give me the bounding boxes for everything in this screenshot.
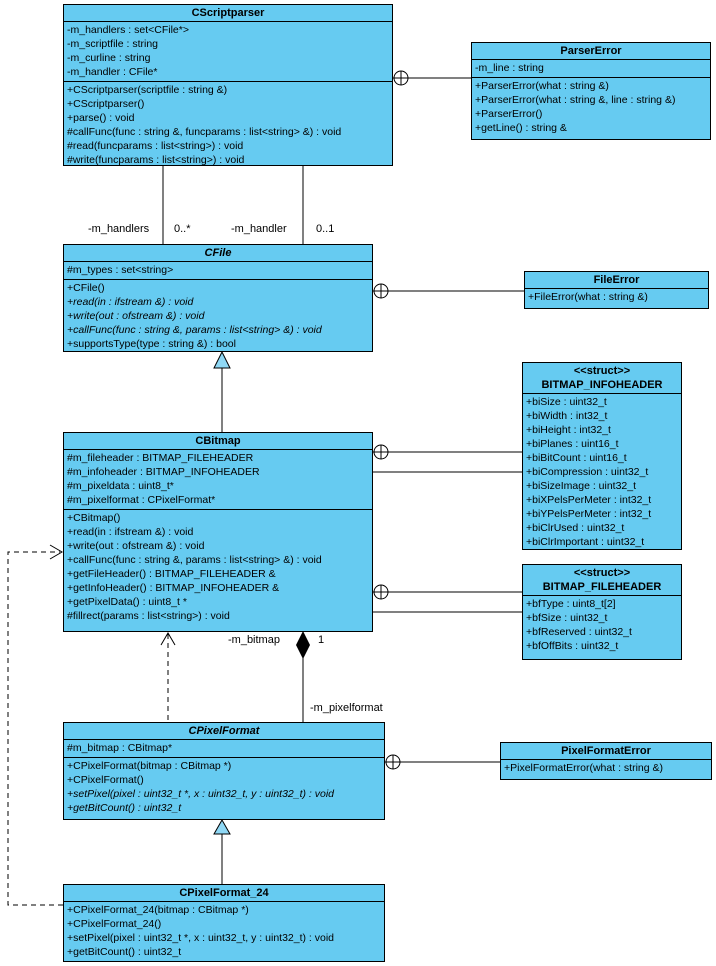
attribute: +bfReserved : uint32_t xyxy=(526,626,632,638)
abstract-method: +callFunc(func : string &, params : list<string> &) : void xyxy=(67,324,322,336)
abstract-method: +setPixel(pixel : uint32_t *, x : uint32_t, y : uint32_t) : void xyxy=(67,788,335,800)
methods-compartment xyxy=(472,77,710,139)
class-title-cpixelformat: CPixelFormat xyxy=(188,725,260,737)
method: +CPixelFormat_24() xyxy=(67,918,162,930)
method: +CPixelFormat(bitmap : CBitmap *) xyxy=(67,760,232,772)
abstract-method: +read(in : ifstream &) : void xyxy=(67,296,194,308)
dependency-cpixelformat-cbitmap[interactable] xyxy=(161,633,175,722)
class-title-pixelformaterror: PixelFormatError xyxy=(561,745,651,757)
method: +parse() : void xyxy=(67,112,135,124)
class-title-cbitmap: CBitmap xyxy=(195,435,241,447)
attribute: +biPlanes : uint16_t xyxy=(526,438,619,450)
attribute: -m_scriptfile : string xyxy=(67,38,159,50)
class-title-cscriptparser: CScriptparser xyxy=(191,7,265,19)
containment-cpixelformat-pixelformaterror[interactable] xyxy=(385,755,500,769)
attribute: +biSizeImage : uint32_t xyxy=(526,480,637,492)
multiplicity-label-1: 1 xyxy=(318,634,325,646)
attribute: +biClrUsed : uint32_t xyxy=(526,522,625,534)
inheritance-cpixelformat24-cpixelformat[interactable] xyxy=(214,820,230,884)
class-parsererror[interactable] xyxy=(471,42,711,140)
stereotype-label: <<struct>> xyxy=(573,567,631,579)
method: +CPixelFormat() xyxy=(67,774,144,786)
role-label-m-pixelformat: -m_pixelformat xyxy=(310,702,383,714)
methods-compartment xyxy=(501,759,711,779)
method: #fillrect(params : list<string>) : void xyxy=(67,610,230,622)
method: +CPixelFormat_24(bitmap : CBitmap *) xyxy=(67,904,249,916)
class-fileerror[interactable] xyxy=(524,271,709,309)
attribute: -m_handler : CFile* xyxy=(67,66,158,78)
multiplicity-label-0-1: 0..1 xyxy=(316,223,335,235)
class-cscriptparser[interactable] xyxy=(63,4,393,166)
class-cbitmap[interactable] xyxy=(63,432,373,632)
attribute: #m_pixelformat : CPixelFormat* xyxy=(67,494,216,506)
class-title-bitmap-infoheader: BITMAP_INFOHEADER xyxy=(541,379,663,391)
attributes-compartment xyxy=(64,449,372,509)
method: +setPixel(pixel : uint32_t *, x : uint32_t, y : uint32_t) : void xyxy=(67,932,335,944)
abstract-method: +write(out : ofstream &) : void xyxy=(67,310,205,322)
attribute: +biCompression : uint32_t xyxy=(526,466,649,478)
class-pixelformaterror[interactable] xyxy=(500,742,712,780)
attribute: +biClrImportant : uint32_t xyxy=(526,536,645,548)
attribute: #m_bitmap : CBitmap* xyxy=(67,742,173,754)
inheritance-cbitmap-cfile[interactable] xyxy=(214,352,230,432)
methods-compartment xyxy=(64,81,392,169)
dependency-cpixelformat24-cbitmap[interactable] xyxy=(8,545,63,905)
attributes-compartment xyxy=(523,393,681,551)
method: +ParserError(what : string &, line : string &) xyxy=(475,94,676,106)
struct-bitmap-fileheader[interactable] xyxy=(522,564,682,660)
attribute: +bfOffBits : uint32_t xyxy=(526,640,619,652)
method: +FileError(what : string &) xyxy=(528,291,648,303)
method: +getInfoHeader() : BITMAP_INFOHEADER & xyxy=(67,582,280,594)
method: +getLine() : string & xyxy=(475,122,567,134)
method: +CScriptparser() xyxy=(67,98,145,110)
attribute: +biSize : uint32_t xyxy=(526,396,607,408)
method: +CScriptparser(scriptfile : string &) xyxy=(67,84,228,96)
attribute: #m_types : set<string> xyxy=(67,264,174,276)
method: #callFunc(func : string &, funcparams : list<string> &) : void xyxy=(67,126,342,138)
role-label-m-bitmap: -m_bitmap xyxy=(228,634,280,646)
role-label-m-handlers: -m_handlers xyxy=(88,223,150,235)
method: +CFile() xyxy=(67,282,105,294)
attribute: #m_pixeldata : uint8_t* xyxy=(67,480,174,492)
attribute: +biBitCount : uint16_t xyxy=(526,452,627,464)
class-cpixelformat[interactable] xyxy=(63,722,385,820)
method: +write(out : ofstream &) : void xyxy=(67,540,205,552)
attribute: -m_curline : string xyxy=(67,52,151,64)
method: +getPixelData() : uint8_t * xyxy=(67,596,187,608)
class-title-fileerror: FileError xyxy=(593,274,640,286)
methods-compartment xyxy=(64,901,384,961)
role-label-m-handler: -m_handler xyxy=(231,223,287,235)
composition-cbitmap-cpixelformat[interactable] xyxy=(296,631,310,722)
abstract-method: +getBitCount() : uint32_t xyxy=(67,802,182,814)
attribute: +biWidth : int32_t xyxy=(526,410,608,422)
attribute: +bfType : uint8_t[2] xyxy=(526,598,616,610)
stereotype-label: <<struct>> xyxy=(573,365,631,377)
attributes-compartment xyxy=(523,595,681,659)
attribute: #m_infoheader : BITMAP_INFOHEADER xyxy=(67,466,260,478)
method: +ParserError() xyxy=(475,108,543,120)
attributes-compartment xyxy=(64,21,392,81)
attribute: -m_line : string xyxy=(475,62,544,74)
method: +ParserError(what : string &) xyxy=(475,80,609,92)
method: +getBitCount() : uint32_t xyxy=(67,946,182,958)
method: #read(funcparams : list<string>) : void xyxy=(67,140,244,152)
attributes-compartment xyxy=(64,261,372,279)
containment-cfile-fileerror[interactable] xyxy=(373,284,524,298)
methods-compartment xyxy=(64,757,384,819)
attribute: +biXPelsPerMeter : int32_t xyxy=(526,494,652,506)
attributes-compartment xyxy=(472,59,710,77)
attribute: +biYPelsPerMeter : int32_t xyxy=(526,508,652,520)
method: +getFileHeader() : BITMAP_FILEHEADER & xyxy=(67,568,276,580)
method: +PixelFormatError(what : string &) xyxy=(504,762,663,774)
containment-cscriptparser-parsererror[interactable] xyxy=(393,71,471,85)
class-title-bitmap-fileheader: BITMAP_FILEHEADER xyxy=(542,581,662,593)
method: #write(funcparams : list<string>) : void xyxy=(67,154,245,166)
method: +supportsType(type : string &) : bool xyxy=(67,338,236,350)
attributes-compartment xyxy=(64,739,384,757)
class-title-cfile: CFile xyxy=(204,247,232,259)
class-title-cpixelformat-24: CPixelFormat_24 xyxy=(179,887,269,899)
containment-cbitmap-infoheader[interactable] xyxy=(373,445,522,459)
attribute: +bfSize : uint32_t xyxy=(526,612,608,624)
method: +CBitmap() xyxy=(67,512,121,524)
class-cpixelformat-24[interactable] xyxy=(63,884,385,962)
attribute: +biHeight : int32_t xyxy=(526,424,611,436)
class-title-parsererror: ParserError xyxy=(560,45,622,57)
struct-bitmap-infoheader[interactable] xyxy=(522,362,682,550)
methods-compartment xyxy=(525,288,708,308)
method: +read(in : ifstream &) : void xyxy=(67,526,194,538)
method: +callFunc(func : string &, params : list<string> &) : void xyxy=(67,554,322,566)
class-cfile[interactable] xyxy=(63,244,373,352)
attribute: #m_fileheader : BITMAP_FILEHEADER xyxy=(67,452,254,464)
attribute: -m_handlers : set<CFile*> xyxy=(67,24,189,36)
multiplicity-label-0-star: 0..* xyxy=(174,223,191,235)
methods-compartment xyxy=(64,279,372,353)
containment-cbitmap-fileheader[interactable] xyxy=(373,585,522,599)
methods-compartment xyxy=(64,509,372,631)
